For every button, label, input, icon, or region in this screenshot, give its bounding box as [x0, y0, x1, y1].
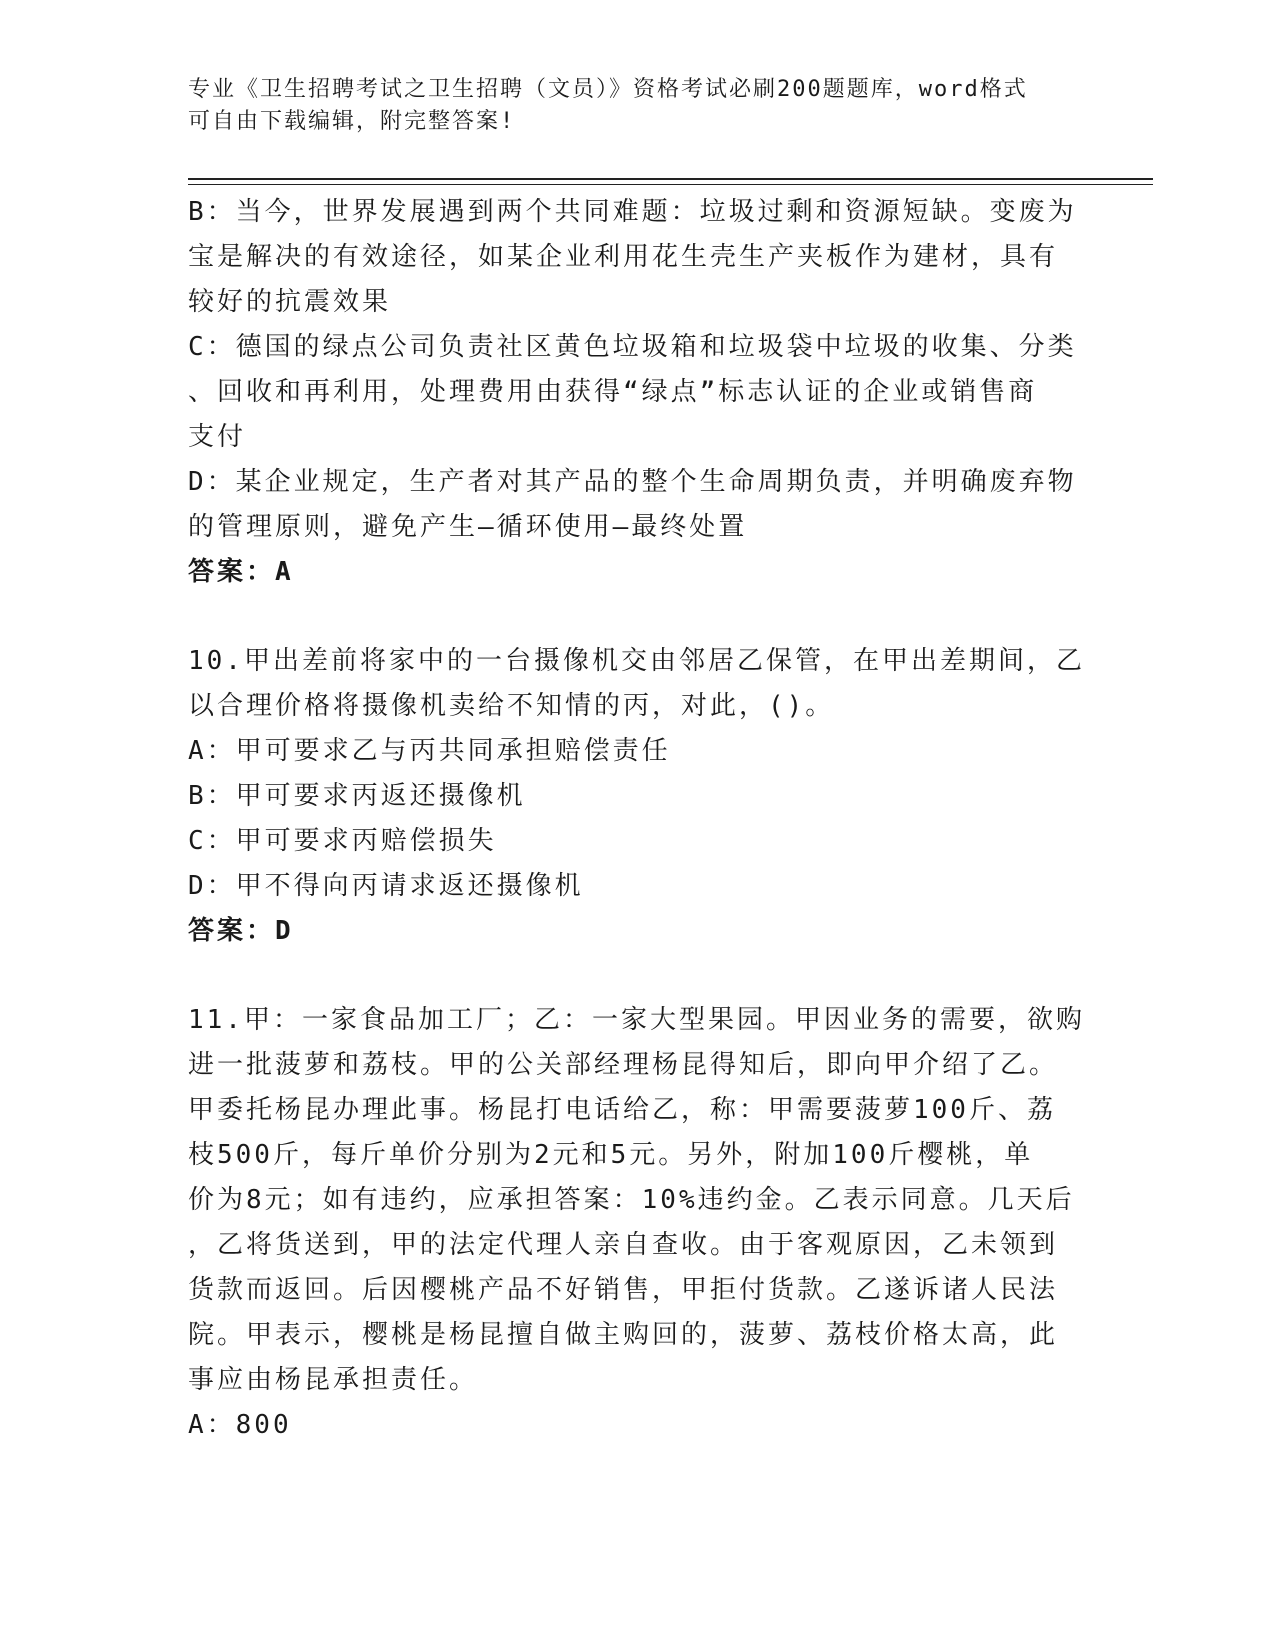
question-text-line: 以合理价格将摄像机卖给不知情的丙，对此，()。 [188, 691, 835, 721]
option-text-line: B：当今，世界发展遇到两个共同难题：垃圾过剩和资源短缺。变废为 [188, 197, 1077, 227]
question-text-line: 货款而返回。后因樱桃产品不好销售，甲拒付货款。乙遂诉诸人民法 [188, 1275, 1059, 1305]
question-text-line: 价为8元；如有违约，应承担答案：10%违约金。乙表示同意。几天后 [188, 1185, 1075, 1215]
question-spacer [188, 954, 1088, 998]
question-text-line: 11.甲：一家食品加工厂；乙：一家大型果园。甲因业务的需要，欲购 [188, 1005, 1085, 1035]
option-text-line: 较好的抗震效果 [188, 287, 392, 317]
option-text-line: 支付 [188, 422, 247, 452]
question-text-line: 枝500斤，每斤单价分别为2元和5元。另外，附加100斤樱桃，单 [188, 1140, 1034, 1170]
header-divider-thick [188, 178, 1153, 180]
question-text-line: 10.甲出差前将家中的一台摄像机交由邻居乙保管，在甲出差期间，乙 [188, 646, 1085, 676]
question-10-stem [188, 639, 1088, 729]
question-9-option-b [188, 190, 1088, 325]
question-9-option-c [188, 325, 1088, 460]
question-9-answer: 答案：A [188, 557, 294, 587]
header-title-line-1: 专业《卫生招聘考试之卫生招聘（文员）》资格考试必刷200题题库，word格式 [188, 77, 1028, 102]
document-header [188, 74, 1088, 138]
question-text-line: ，乙将货送到，甲的法定代理人亲自查收。由于客观原因，乙未领到 [188, 1230, 1059, 1260]
header-divider-thin [188, 184, 1153, 185]
question-10-option-c: C：甲可要求丙赔偿损失 [188, 826, 497, 856]
option-text-line: C：德国的绿点公司负责社区黄色垃圾箱和垃圾袋中垃圾的收集、分类 [188, 332, 1077, 362]
header-title-line-2: 可自由下载编辑，附完整答案! [188, 109, 516, 134]
question-9-option-d [188, 460, 1088, 550]
question-spacer [188, 595, 1088, 639]
option-text-line: 宝是解决的有效途径，如某企业利用花生壳生产夹板作为建材，具有 [188, 242, 1059, 272]
option-text-line: 的管理原则，避免产生—循环使用—最终处置 [188, 512, 748, 542]
question-10-answer: 答案：D [188, 916, 294, 946]
question-11-option-a: A：800 [188, 1410, 292, 1440]
question-text-line: 院。甲表示，樱桃是杨昆擅自做主购回的，菠萝、荔枝价格太高，此 [188, 1320, 1059, 1350]
question-text-line: 甲委托杨昆办理此事。杨昆打电话给乙，称：甲需要菠萝100斤、荔 [188, 1095, 1056, 1125]
question-10-option-a: A：甲可要求乙与丙共同承担赔偿责任 [188, 736, 671, 766]
question-text-line: 进一批菠萝和荔枝。甲的公关部经理杨昆得知后，即向甲介绍了乙。 [188, 1050, 1059, 1080]
document-body [188, 190, 1088, 1448]
question-text-line: 事应由杨昆承担责任。 [188, 1365, 479, 1395]
question-11-stem [188, 998, 1088, 1403]
option-text-line: D：某企业规定，生产者对其产品的整个生命周期负责，并明确废弃物 [188, 467, 1077, 497]
option-text-line: 、回收和再利用，处理费用由获得“绿点”标志认证的企业或销售商 [188, 377, 1038, 407]
question-10-option-b: B：甲可要求丙返还摄像机 [188, 781, 526, 811]
question-10-option-d: D：甲不得向丙请求返还摄像机 [188, 871, 584, 901]
